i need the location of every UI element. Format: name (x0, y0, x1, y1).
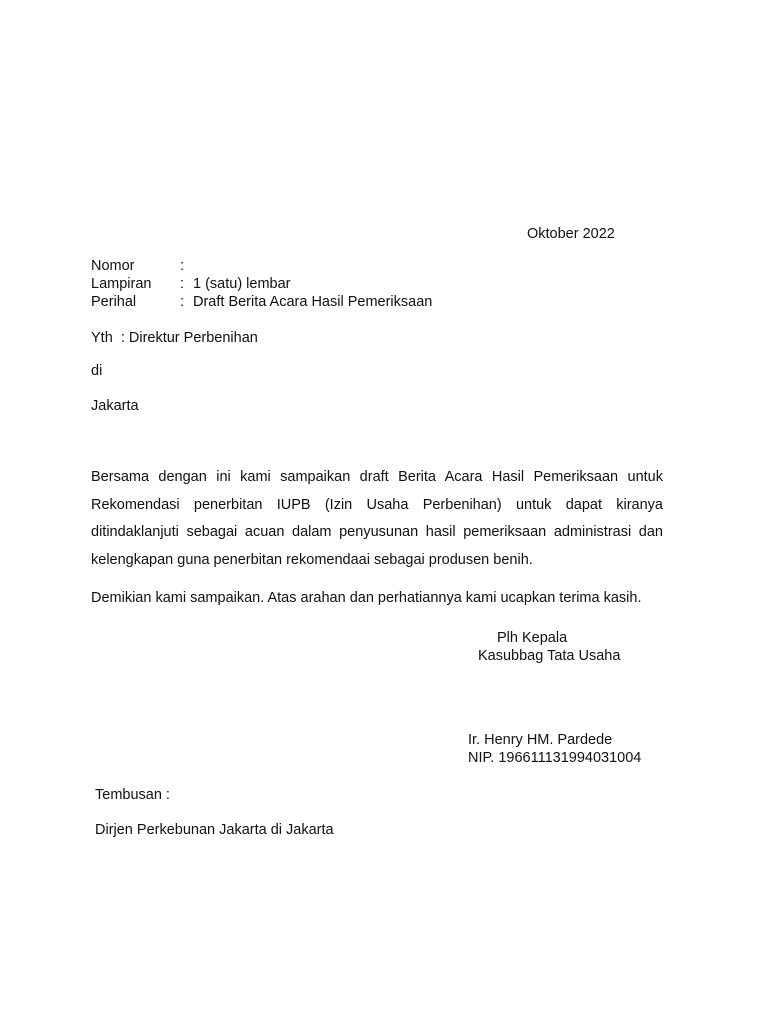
header-colon: : (180, 294, 185, 310)
di-line: di (91, 363, 103, 379)
city-line: Jakarta (91, 398, 139, 414)
signature-title: Plh Kepala (497, 630, 568, 646)
cc-item: Dirjen Perkebunan Jakarta di Jakarta (95, 822, 334, 838)
cc-title: Tembusan : (95, 787, 170, 803)
header-colon: : (180, 258, 185, 274)
recipient-line: Yth : Direktur Perbenihan (91, 330, 258, 346)
body-paragraph: Bersama dengan ini kami sampaikan draft Berita Acara Hasil Pemeriksaan untuk Rekomendasi penerbitan IUPB (Izin Usaha Perbenihan) untuk dapat kiranya ditindaklanjuti sebagai acuan dalam penyusunan hasil pemeriksaan administrasi dan kelengkapan guna penerbitan rekomendaai sebagai produsen benih. (91, 469, 663, 568)
header-label: Perihal (91, 294, 137, 310)
signatory-nip: NIP. 196611131994031004 (468, 750, 642, 766)
header-value: Draft Berita Acara Hasil Pemeriksaan (193, 294, 433, 310)
header-colon: : (180, 276, 185, 292)
letter-date: Oktober 2022 (527, 226, 615, 242)
header-value: 1 (satu) lembar (193, 276, 291, 292)
header-label: Nomor (91, 258, 135, 274)
header-label: Lampiran (91, 276, 152, 292)
closing-sentence: Demikian kami sampaikan. Atas arahan dan perhatiannya kami ucapkan terima kasih. (91, 590, 642, 606)
signatory-name: Ir. Henry HM. Pardede (468, 732, 613, 748)
signature-position: Kasubbag Tata Usaha (478, 648, 621, 664)
